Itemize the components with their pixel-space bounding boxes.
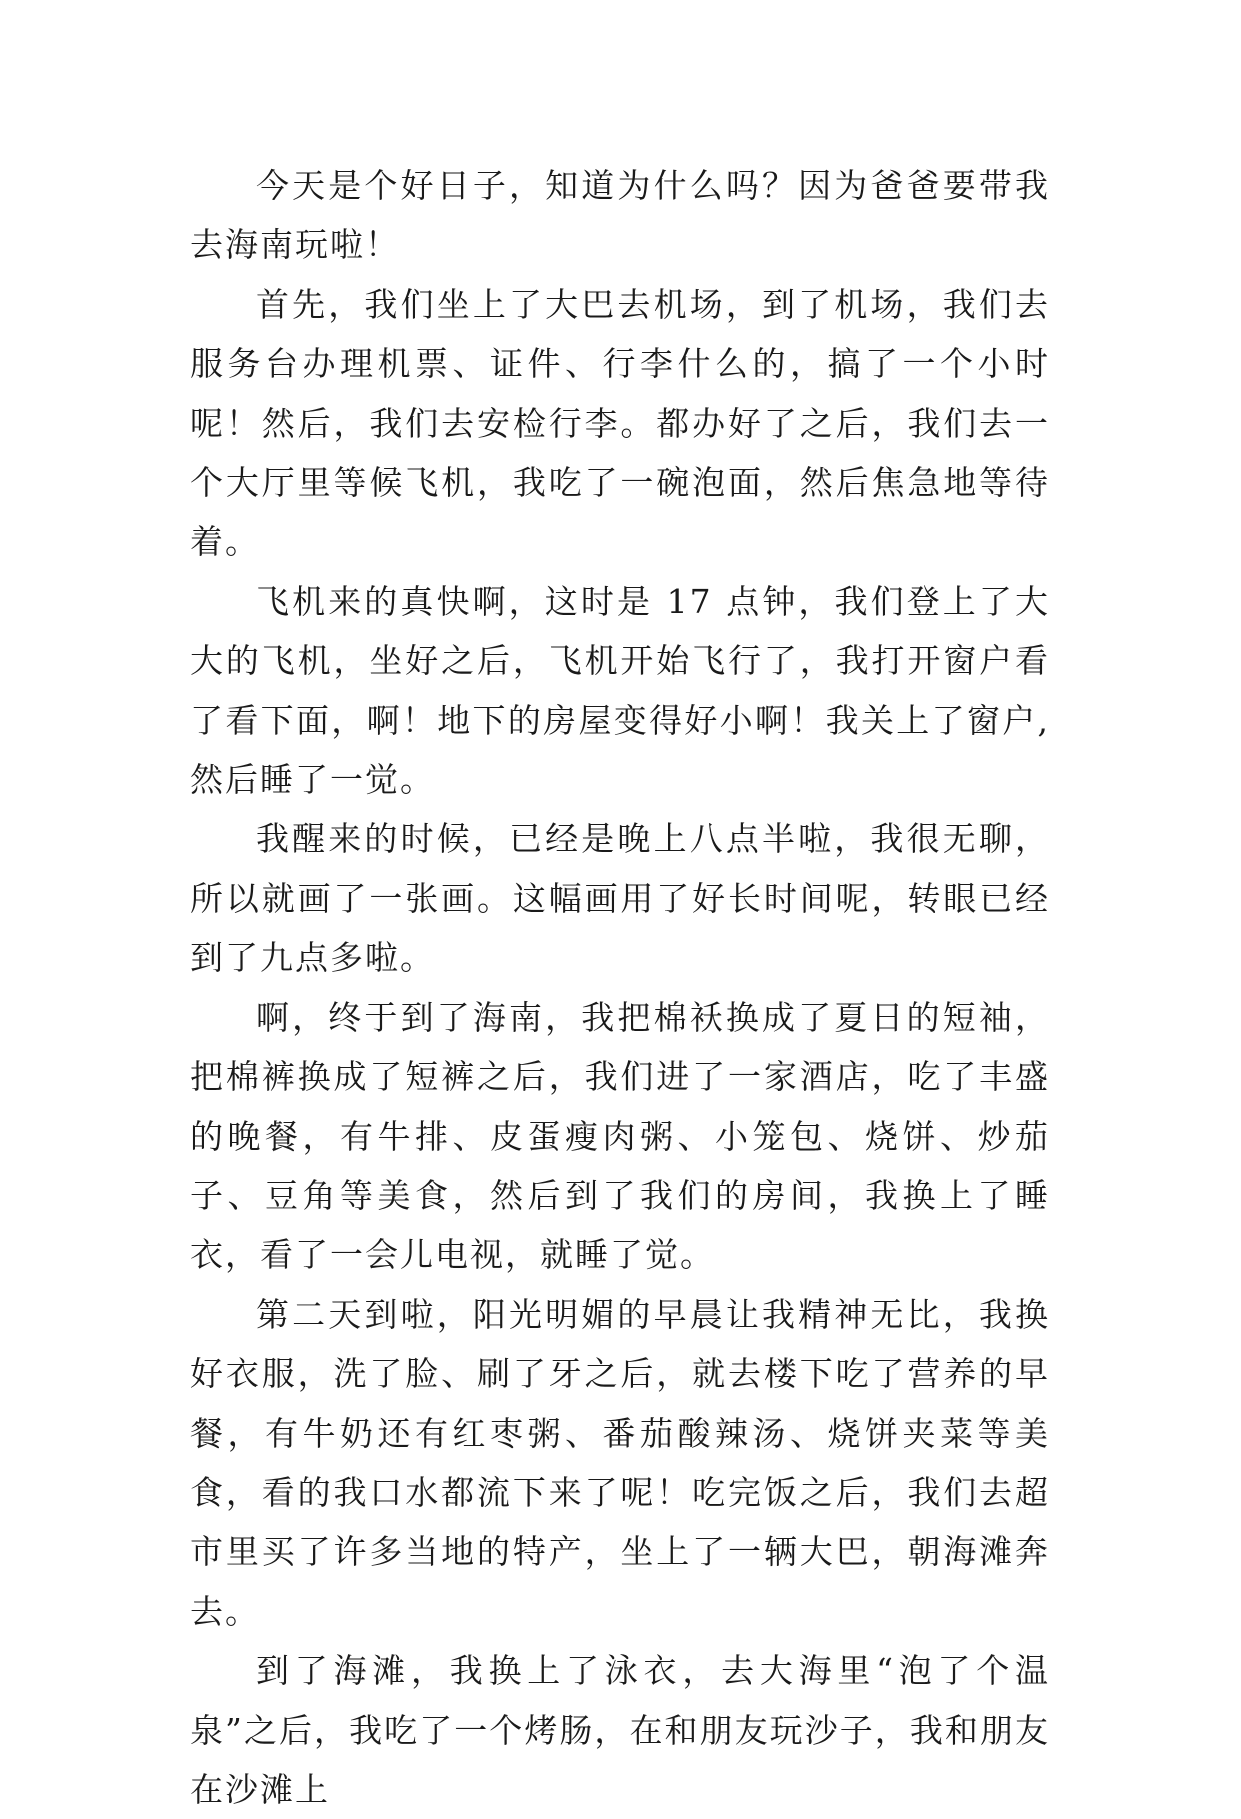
- paragraph: 第二天到啦，阳光明媚的早晨让我精神无比，我换好衣服，洗了脸、刷了牙之后，就去楼下吃了营养的早餐，有牛奶还有红枣粥、番茄酸辣汤、烧饼夹菜等美食，看的我口水都流下来了呢！吃完饭之后，我们去超市里买了许多当地的特产，坐上了一辆大巴，朝海滩奔去。: [190, 1294, 1050, 1631]
- document-body: [190, 156, 1050, 1819]
- paragraph: 我醒来的时候，已经是晚上八点半啦，我很无聊，所以就画了一张画。这幅画用了好长时间呢，转眼已经到了九点多啦。: [190, 819, 1050, 978]
- paragraph: 到了海滩，我换上了泳衣，去大海里“泡了个温泉”之后，我吃了一个烤肠，在和朋友玩沙子，我和朋友在沙滩上: [190, 1651, 1050, 1809]
- paragraph: 飞机来的真快啊，这时是 17 点钟，我们登上了大大的飞机，坐好之后，飞机开始飞行了，我打开窗户看了看下面，啊！地下的房屋变得好小啊！我关上了窗户,然后睡了一觉。: [190, 581, 1050, 800]
- paragraph: 今天是个好日子，知道为什么吗？因为爸爸要带我去海南玩啦！: [190, 166, 1050, 265]
- paragraph: 啊，终于到了海南，我把棉袄换成了夏日的短袖，把棉裤换成了短裤之后，我们进了一家酒店，吃了丰盛的晚餐，有牛排、皮蛋瘦肉粥、小笼包、烧饼、炒茄子、豆角等美食，然后到了我们的房间，我换上了睡衣，看了一会儿电视，就睡了觉。: [190, 997, 1050, 1275]
- paragraph: 首先，我们坐上了大巴去机场，到了机场，我们去服务台办理机票、证件、行李什么的，搞了一个小时呢！然后，我们去安检行李。都办好了之后，我们去一个大厅里等候飞机，我吃了一碗泡面，然后焦急地等待着。: [190, 284, 1050, 562]
